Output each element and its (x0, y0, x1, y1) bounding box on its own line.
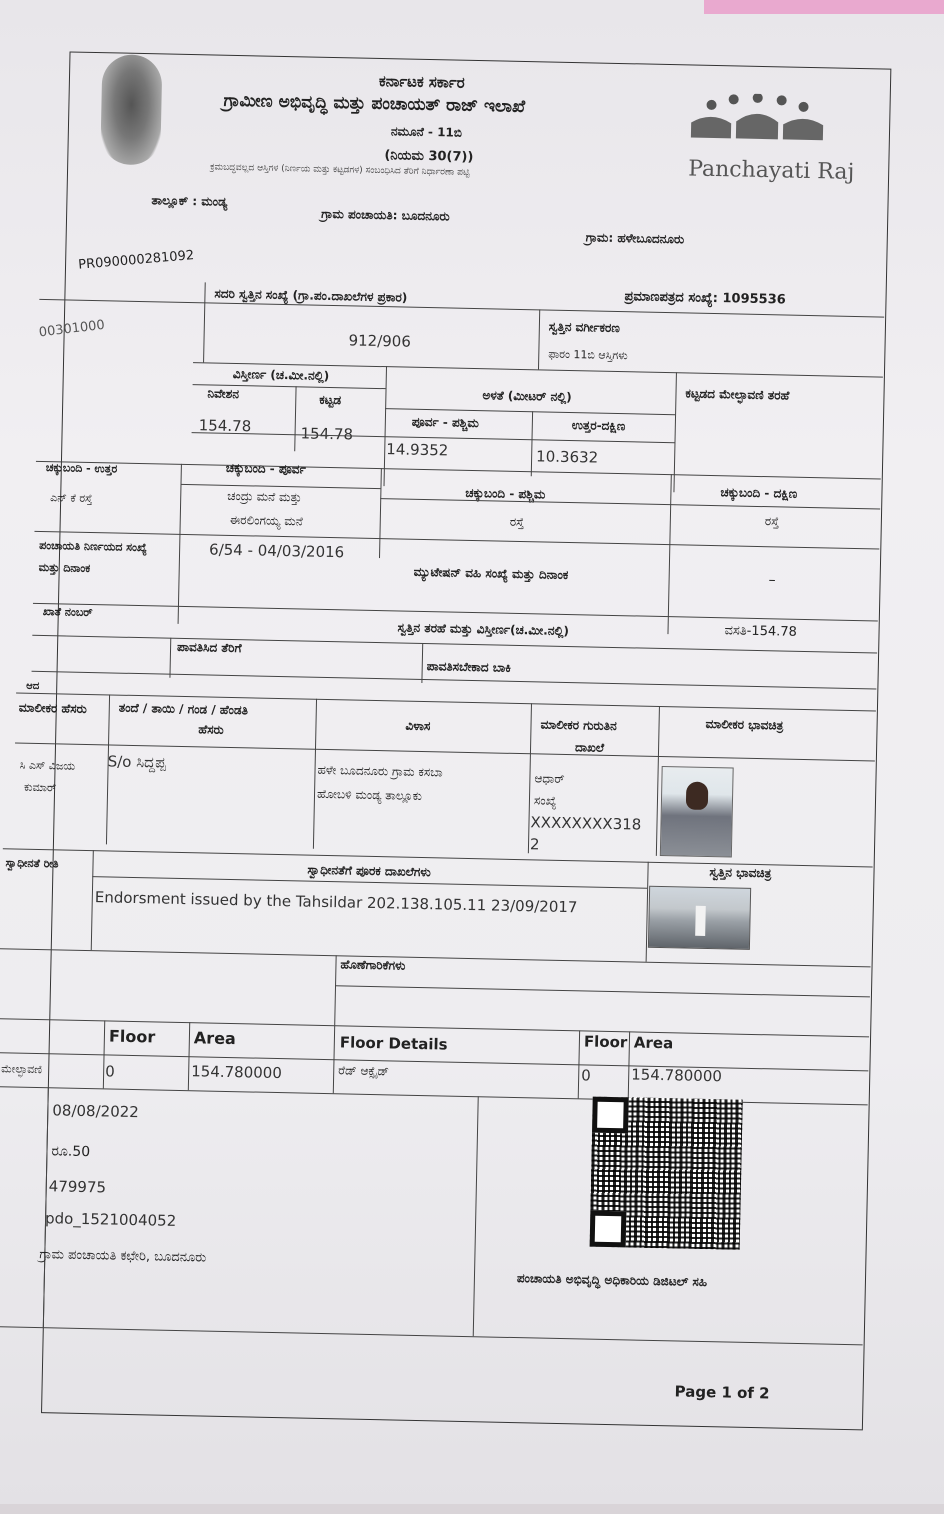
office-name: ಗ್ರಾಮ ಪಂಚಾಯತಿ ಕಛೇರಿ, ಬೂದನೂರು (39, 1247, 207, 1266)
east-west-label: ಪೂರ್ವ - ಪಶ್ಚಿಮ (411, 414, 480, 431)
khata-number-label: ಖಾತೆ ನಂಬರ್ (42, 605, 93, 620)
fee: ರೂ.50 (51, 1143, 91, 1161)
floor-value: 0 (104, 1062, 115, 1081)
mutation-value: – (768, 572, 776, 589)
west-boundary-label: ಚಕ್ಕುಬಂದಿ - ಪಶ್ಚಿಮ (465, 485, 546, 502)
floor-value-2: 0 (581, 1066, 591, 1085)
property-no-value: 912/906 (348, 331, 412, 351)
qr-code-icon (590, 1097, 743, 1250)
resolution-label-1: ಪಂಚಾಯತಿ ನಿರ್ಣಯದ ಸಂಖ್ಯೆ (39, 538, 148, 555)
floor-header-2: Floor (583, 1032, 628, 1052)
site-value: 154.78 (198, 416, 252, 436)
relation-label-2: ಹೆಸರು (198, 722, 224, 737)
form-subtitle: ಕ್ರಮಬದ್ಧವಲ್ಲದ ಆಸ್ತಿಗಳ (ನಿರ್ಣಯ ಮತ್ತು ಕಟ್ಟಡಗಳ) ಸಂಬಂಧಿಸಿದ ತೆರಿಗೆ ನಿರ್ಧಾರಣಾ ಪಟ್ಟಿ (210, 162, 470, 178)
owner-name-label: ಮಾಲೀಕರ ಹೆಸರು (18, 700, 87, 716)
east-boundary-value-2: ಈರಲಿಂಗಯ್ಯ ಮನೆ (229, 512, 304, 529)
logo-text: Panchayati Raj (687, 156, 855, 185)
certificate-number: ಪ್ರಮಾಣಪತ್ರದ ಸಂಖ್ಯೆ: 1095536 (624, 289, 786, 308)
mutation-label: ಮ್ಯುಟೇಷನ್ ವಹಿ ಸಂಖ್ಯೆ ಮತ್ತು ದಿನಾಂಕ (413, 564, 569, 583)
resolution-value: 6/54 - 04/03/2016 (208, 540, 345, 562)
east-boundary-value-1: ಚಂದ್ರು ಮನೆ ಮತ್ತು (227, 488, 302, 505)
north-boundary-value: ಎನ್ ಕೆ ರಸ್ತೆ (50, 491, 93, 506)
taluk: ತಾಲ್ಲೂಕ್ : ಮಂಡ್ಯ (151, 193, 228, 209)
receipt-number: 479975 (48, 1177, 107, 1197)
dimension-label: ಅಳತೆ (ಮೀಟರ್ ನಲ್ಲಿ) (482, 388, 572, 405)
acquisition-docs-value: Endorsment issued by the Tahsildar 202.138.105.11 23/09/2017 (94, 888, 578, 917)
area-label: ವಿಸ್ತೀರ್ಣ (ಚ.ಮೀ.ನಲ್ಲಿ) (232, 366, 330, 383)
rule-number: (ನಿಯಮ 30(7)) (384, 148, 474, 165)
owner-address-1: ಹಳೇ ಬೂದನೂರು ಗ್ರಾಮ ಕಸಬಾ (317, 762, 443, 780)
west-boundary-value: ರಸ್ತೆ (509, 514, 525, 530)
floor-row-label: ಮೇಲ್ಛಾವಣಿ (1, 1062, 43, 1077)
property-photo (648, 886, 751, 950)
village: ಗ್ರಾಮ: ಹಳೇಬೂದನೂರು (585, 230, 685, 247)
tax-side-label: ಆದ (26, 680, 40, 692)
south-boundary-label: ಚಕ್ಕುಬಂದಿ - ದಕ್ಷಿಣ (720, 485, 798, 501)
owner-id-value-2: ಸಂಖ್ಯೆ (533, 793, 557, 808)
address-label: ವಿಳಾಸ (405, 718, 431, 734)
issue-date: 08/08/2022 (52, 1101, 140, 1122)
north-south-label: ಉತ್ತರ-ದಕ್ಷಿಣ (571, 418, 626, 434)
area-header-2: Area (633, 1033, 674, 1053)
property-class-label: ಸ್ವತ್ತಿನ ವರ್ಗೀಕರಣ (548, 319, 620, 336)
building-label: ಕಟ್ಟಡ (319, 392, 342, 408)
relation-value: S/o ಸಿದ್ದಪ್ಪ (107, 752, 167, 772)
acquisition-method-label: ಸ್ವಾಧೀನತೆ ರೀತಿ (5, 856, 59, 871)
pdo-id: pdo_1521004052 (44, 1209, 177, 1230)
acquisition-docs-label: ಸ್ವಾಧೀನತೆಗೆ ಪೂರಕ ದಾಖಲೆಗಳು (307, 862, 431, 880)
form-number: ನಮೂನೆ - 11ಬಿ (390, 124, 463, 140)
north-boundary-label: ಚಕ್ಕುಬಂದಿ - ಉತ್ತರ (45, 461, 118, 476)
owner-id-value-4: 2 (529, 835, 540, 854)
owner-id-label-1: ಮಾಲೀಕರ ಗುರುತಿನ (540, 717, 617, 734)
area-value-2: 154.780000 (631, 1065, 723, 1086)
owner-id-label-2: ದಾಖಲೆ (574, 740, 605, 755)
paid-tax-label: ಪಾವತಿಸಿದ ತೆರಿಗೆ (176, 639, 242, 656)
gram-panchayat: ಗ್ರಾಮ ಪಂಚಾಯತಿ: ಬೂದನೂರು (321, 206, 450, 224)
property-photo-label: ಸ್ವತ್ತಿನ ಭಾವಚಿತ್ರ (709, 865, 772, 881)
property-type-label: ಸ್ವತ್ತಿನ ತರಹೆ ಮತ್ತು ವಿಸ್ತೀರ್ಣ(ಚ.ಮೀ.ನಲ್ಲಿ) (397, 620, 570, 639)
panchayati-raj-logo-icon (681, 92, 842, 155)
liabilities-label: ಹೊಣೆಗಾರಿಕೆಗಳು (340, 957, 406, 973)
resolution-label-2: ಮತ್ತು ದಿನಾಂಕ (38, 560, 91, 576)
page-number: Page 1 of 2 (674, 1382, 770, 1403)
left-id: 00301000 (38, 317, 106, 341)
property-type-value: ವಸತಿ-154.78 (724, 623, 798, 640)
east-west-value: 14.9352 (386, 440, 449, 460)
north-south-value: 10.3632 (535, 447, 599, 467)
floor-header: Floor (108, 1026, 156, 1047)
building-value: 154.78 (300, 424, 354, 444)
ref-id: PR090000281092 (77, 248, 195, 273)
floor-details-header: Floor Details (339, 1033, 448, 1054)
property-class-value: ಫಾರಂ 11ಬಿ ಆಸ್ತಿಗಳು (548, 347, 628, 363)
south-boundary-value: ರಸ್ತೆ (764, 514, 780, 529)
owner-id-value-1: ಆಧಾರ್ (534, 771, 565, 786)
property-no-label: ಸದರಿ ಸ್ವತ್ತಿನ ಸಂಖ್ಯೆ (ಗ್ರಾ.ಪಂ.ದಾಖಲೆಗಳ ಪ್ರಕಾರ) (214, 286, 408, 305)
owner-name-value-1: ಸಿ ಎಸ್ ವಿಜಯ (19, 758, 76, 773)
owner-name-value-2: ಕುಮಾರ್ (23, 780, 57, 795)
site-label: ನಿವೇಶನ (207, 386, 240, 402)
area-header: Area (193, 1028, 237, 1049)
area-value: 154.780000 (191, 1062, 283, 1083)
karnataka-emblem-icon (100, 54, 162, 165)
owner-photo-label: ಮಾಲೀಕರ ಭಾವಚಿತ್ರ (705, 716, 784, 733)
relation-label-1: ತಂದೆ / ತಾಯಿ / ಗಂಡ / ಹೆಂಡತಿ (118, 700, 249, 718)
due-tax-label: ಪಾವತಿಸಬೇಕಾದ ಬಾಕಿ (426, 659, 512, 675)
owner-address-2: ಹೋಬಳಿ ಮಂಡ್ಯ ತಾಲ್ಲೂಕು (316, 786, 423, 804)
construction-type-label: ಕಟ್ಟಡದ ಮೇಲ್ಛಾವಣಿ ತರಹೆ (685, 386, 790, 403)
owner-id-value-3: XXXXXXXX318 (530, 813, 642, 834)
govt-title: ಕರ್ನಾಟಕ ಸರ್ಕಾರ (378, 71, 465, 92)
owner-photo (660, 766, 734, 857)
dept-title: ಗ್ರಾಮೀಣ ಅಭಿವೃದ್ಧಿ ಮತ್ತು ಪಂಚಾಯತ್ ರಾಜ್ ಇಲಾಖೆ (223, 90, 526, 118)
floor-details-value: ರೆಡ್ ಆಕ್ಸೈಡ್ (338, 1063, 390, 1079)
east-boundary-label: ಚಕ್ಕುಬಂದಿ - ಪೂರ್ವ (225, 460, 306, 477)
digital-signature-label: ಪಂಚಾಯತಿ ಅಭಿವೃದ್ಧಿ ಅಧಿಕಾರಿಯ ಡಿಜಿಟಲ್ ಸಹಿ (516, 1271, 708, 1290)
